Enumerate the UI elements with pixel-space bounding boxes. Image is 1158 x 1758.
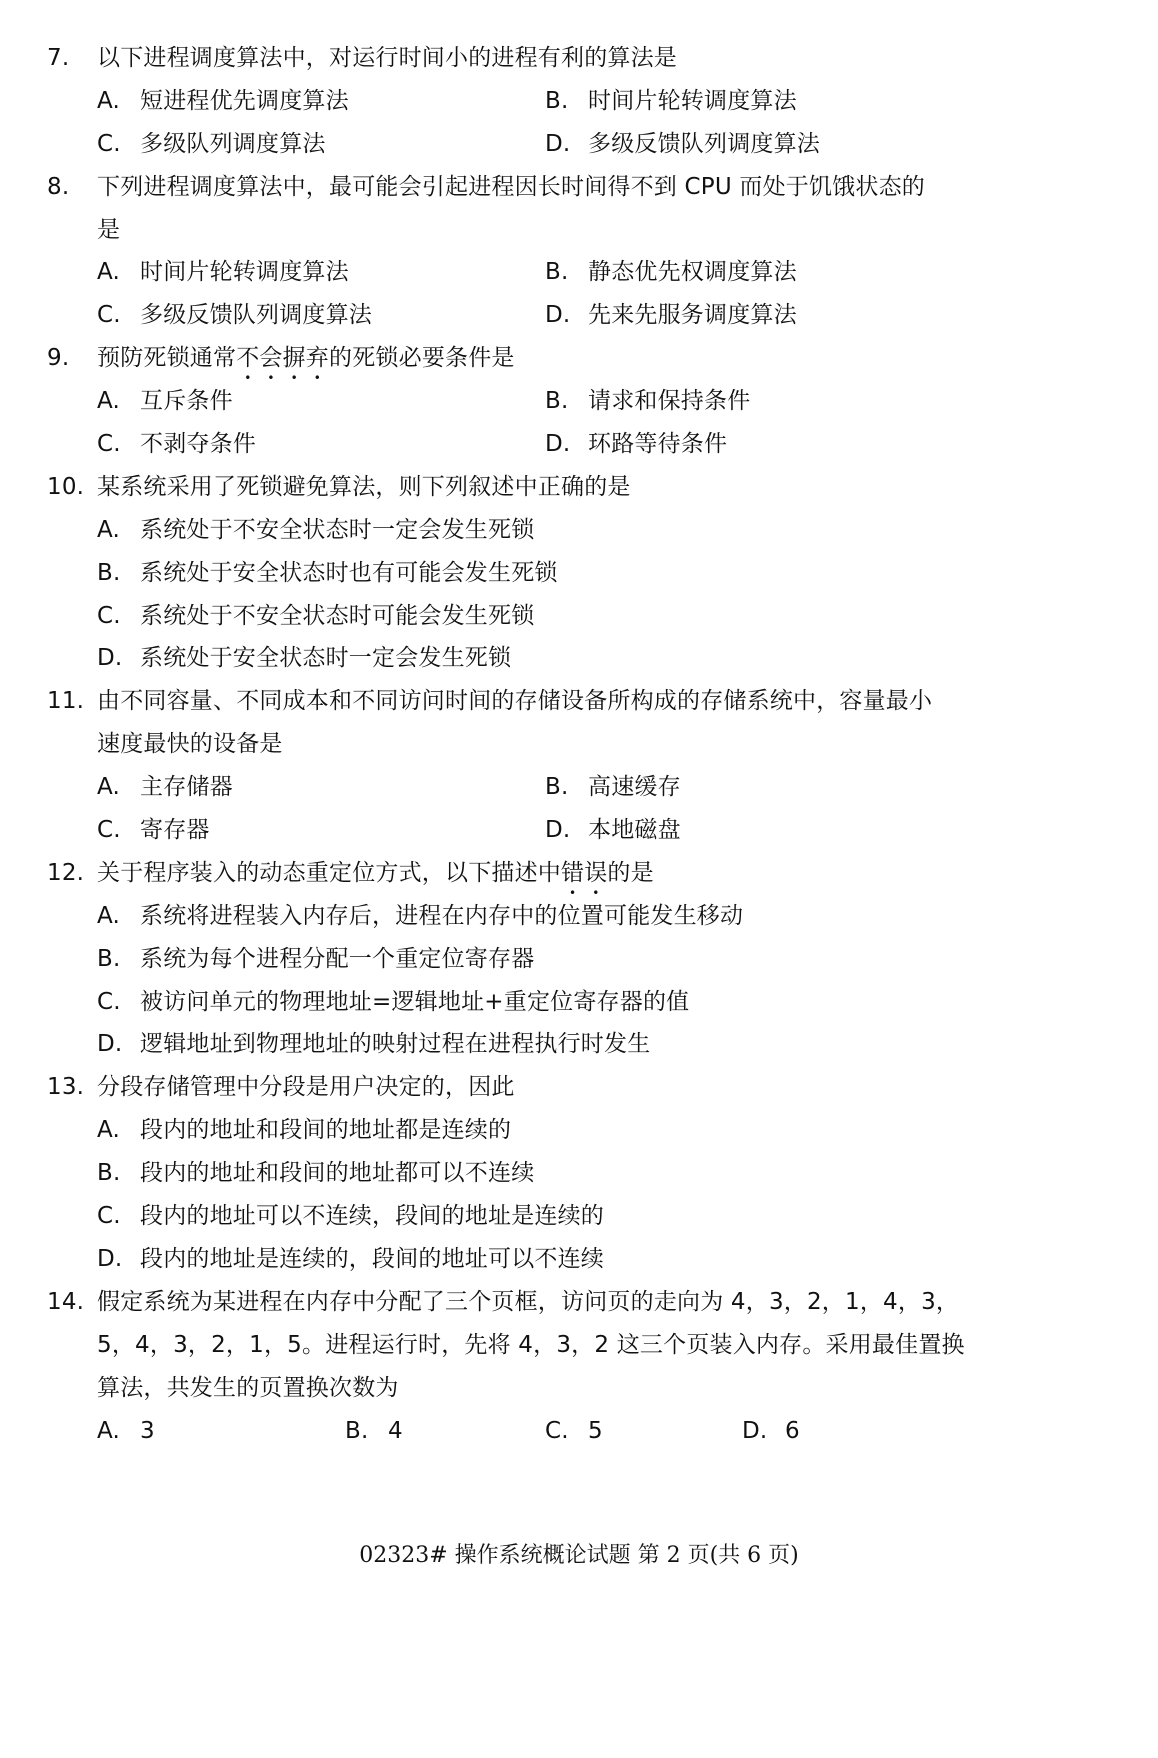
option-letter: D. (545, 817, 571, 844)
option-row (0, 595, 1158, 638)
option-text: 6 (785, 1417, 800, 1444)
question-number: 12. (47, 859, 85, 886)
page-footer: 02323# 操作系统概论试题 第 2 页(共 6 页) (359, 1543, 799, 1568)
option-text: 系统将进程装入内存后，进程在内存中的位置可能发生移动 (140, 902, 744, 929)
option-text: 时间片轮转调度算法 (588, 87, 797, 114)
option-text: 先来先服务调度算法 (588, 302, 797, 329)
option-text: 不剥夺条件 (140, 431, 256, 458)
option-text: 短进程优先调度算法 (140, 87, 349, 114)
option-text: 逻辑地址到物理地址的映射过程在进程执行时发生 (140, 1031, 651, 1058)
option-row (0, 1195, 1158, 1238)
option-text: 段内的地址可以不连续，段间的地址是连续的 (140, 1203, 604, 1230)
option-letter: C. (97, 431, 121, 458)
option-text: 系统为每个进程分配一个重定位寄存器 (140, 945, 535, 972)
option-row (0, 1152, 1158, 1195)
option-text: 系统处于不安全状态时一定会发生死锁 (140, 516, 535, 543)
text-segment: 预防死锁通常 (97, 345, 237, 372)
option-letter: B. (97, 945, 121, 972)
option-letter: C. (97, 988, 121, 1015)
question-text: 算法，共发生的页置换次数为 (97, 1374, 399, 1401)
question-continuation (0, 209, 1158, 252)
option-c (97, 981, 689, 1024)
option-text: 互斥条件 (140, 388, 233, 415)
option-letter: D. (545, 302, 571, 329)
option-a (97, 80, 349, 123)
question-text: 5，4，3，2，1，5。进程运行时，先将 4，3，2 这三个页装入内存。采用最佳置换 (97, 1331, 965, 1358)
option-text: 请求和保持条件 (588, 388, 751, 415)
option-d (545, 294, 797, 337)
option-a (97, 1109, 511, 1152)
question-number: 9. (47, 345, 70, 372)
question-text: 分段存储管理中分段是用户决定的，因此 (97, 1074, 515, 1101)
option-row (0, 1109, 1158, 1152)
text-segment: 的死锁必要条件是 (329, 345, 515, 372)
option-a (97, 380, 233, 423)
option-row (0, 1238, 1158, 1281)
option-letter: C. (97, 1203, 121, 1230)
question-text (97, 337, 515, 385)
option-text: 系统处于不安全状态时可能会发生死锁 (140, 602, 535, 629)
option-text: 多级反馈队列调度算法 (588, 130, 820, 157)
option-row (0, 123, 1158, 166)
question-text (97, 852, 654, 900)
option-b (97, 552, 558, 595)
option-row (0, 80, 1158, 123)
option-row (0, 938, 1158, 981)
option-d (97, 1023, 650, 1066)
option-letter: B. (545, 774, 569, 801)
option-row (0, 294, 1158, 337)
option-letter: A. (97, 774, 121, 801)
option-d (97, 1238, 604, 1281)
option-text: 5 (588, 1417, 603, 1444)
exam-page (0, 37, 1158, 1452)
option-row (0, 380, 1158, 423)
option-a (97, 766, 233, 809)
option-letter: A. (97, 1117, 121, 1144)
option-letter: B. (345, 1417, 369, 1444)
option-text: 被访问单元的物理地址=逻辑地址+重定位寄存器的值 (140, 988, 690, 1015)
option-letter: B. (97, 559, 121, 586)
question-10 (0, 466, 1158, 509)
option-c (545, 1410, 603, 1453)
emphasized-text: 错误 (561, 859, 608, 886)
option-text: 时间片轮转调度算法 (140, 259, 349, 286)
option-b (545, 380, 750, 423)
option-a (97, 251, 349, 294)
option-letter: C. (97, 302, 121, 329)
emphasized-text: 不会摒弃 (236, 345, 330, 372)
option-a (97, 509, 534, 552)
question-8 (0, 166, 1158, 209)
option-row (0, 981, 1158, 1024)
option-b (545, 766, 681, 809)
option-text: 多级队列调度算法 (140, 130, 326, 157)
option-letter: C. (97, 130, 121, 157)
option-c (97, 809, 210, 852)
option-a (97, 1410, 155, 1453)
option-letter: B. (97, 1160, 121, 1187)
option-text: 段内的地址是连续的，段间的地址可以不连续 (140, 1245, 604, 1272)
option-row (0, 637, 1158, 680)
question-text: 是 (97, 216, 121, 243)
option-text: 4 (388, 1417, 403, 1444)
option-letter: D. (742, 1417, 768, 1444)
option-text: 主存储器 (140, 774, 233, 801)
option-text: 段内的地址和段间的地址都是连续的 (140, 1117, 512, 1144)
option-letter: A. (97, 516, 121, 543)
option-letter: B. (545, 388, 569, 415)
option-letter: A. (97, 259, 121, 286)
question-number: 13. (47, 1074, 85, 1101)
question-text: 速度最快的设备是 (97, 731, 283, 758)
question-text: 某系统采用了死锁避免算法，则下列叙述中正确的是 (97, 473, 631, 500)
option-c (97, 595, 534, 638)
option-letter: B. (545, 259, 569, 286)
option-letter: D. (97, 1245, 123, 1272)
option-row (0, 423, 1158, 466)
question-11 (0, 680, 1158, 723)
option-letter: C. (97, 602, 121, 629)
option-c (97, 1195, 604, 1238)
option-row (0, 895, 1158, 938)
option-text: 系统处于安全状态时也有可能会发生死锁 (140, 559, 558, 586)
option-c (97, 423, 256, 466)
option-row (0, 1023, 1158, 1066)
question-13 (0, 1066, 1158, 1109)
option-a (97, 895, 743, 938)
question-14 (0, 1281, 1158, 1324)
option-text: 段内的地址和段间的地址都可以不连续 (140, 1160, 535, 1187)
option-letter: D. (97, 645, 123, 672)
option-text: 寄存器 (140, 817, 210, 844)
option-text: 本地磁盘 (588, 817, 681, 844)
option-letter: D. (545, 431, 571, 458)
option-b (97, 1152, 534, 1195)
option-letter: C. (97, 817, 121, 844)
question-text: 假定系统为某进程在内存中分配了三个页框，访问页的走向为 4，3，2，1，4，3， (97, 1288, 960, 1315)
option-letter: C. (545, 1417, 569, 1444)
option-text: 多级反馈队列调度算法 (140, 302, 372, 329)
question-number: 14. (47, 1288, 85, 1315)
option-letter: A. (97, 902, 121, 929)
option-d (545, 123, 820, 166)
question-7 (0, 37, 1158, 80)
question-12 (0, 852, 1158, 895)
option-row (0, 766, 1158, 809)
option-row (0, 509, 1158, 552)
option-text: 静态优先权调度算法 (588, 259, 797, 286)
question-number: 7. (47, 45, 70, 71)
option-letter: A. (97, 388, 121, 415)
option-letter: B. (545, 87, 569, 114)
option-d (545, 809, 681, 852)
question-number: 8. (47, 173, 70, 200)
question-text: 以下进程调度算法中，对运行时间小的进程有利的算法是 (97, 45, 677, 71)
option-c (97, 294, 372, 337)
option-d (545, 423, 727, 466)
question-number: 10. (47, 473, 85, 500)
option-text: 系统处于安全状态时一定会发生死锁 (140, 645, 512, 672)
text-segment: 关于程序装入的动态重定位方式，以下描述中 (97, 859, 561, 886)
question-continuation (0, 1367, 1158, 1410)
option-text: 高速缓存 (588, 774, 681, 801)
question-9 (0, 337, 1158, 380)
option-d (742, 1410, 800, 1453)
option-b (97, 938, 534, 981)
option-row (0, 809, 1158, 852)
option-row (0, 1410, 1158, 1453)
option-text: 3 (140, 1417, 155, 1444)
option-b (545, 80, 797, 123)
option-letter: D. (97, 1031, 123, 1058)
option-letter: A. (97, 1417, 121, 1444)
question-continuation (0, 1324, 1158, 1367)
question-number: 11. (47, 688, 85, 715)
question-text: 由不同容量、不同成本和不同访问时间的存储设备所构成的存储系统中，容量最小 (97, 688, 933, 715)
question-text: 下列进程调度算法中，最可能会引起进程因长时间得不到 CPU 而处于饥饿状态的 (97, 173, 925, 200)
option-c (97, 123, 326, 166)
question-continuation (0, 723, 1158, 766)
option-letter: A. (97, 87, 121, 114)
text-segment: 的是 (607, 859, 654, 886)
option-d (97, 637, 511, 680)
option-letter: D. (545, 130, 571, 157)
option-b (345, 1410, 403, 1453)
option-row (0, 552, 1158, 595)
option-row (0, 251, 1158, 294)
option-b (545, 251, 797, 294)
option-text: 环路等待条件 (588, 431, 728, 458)
